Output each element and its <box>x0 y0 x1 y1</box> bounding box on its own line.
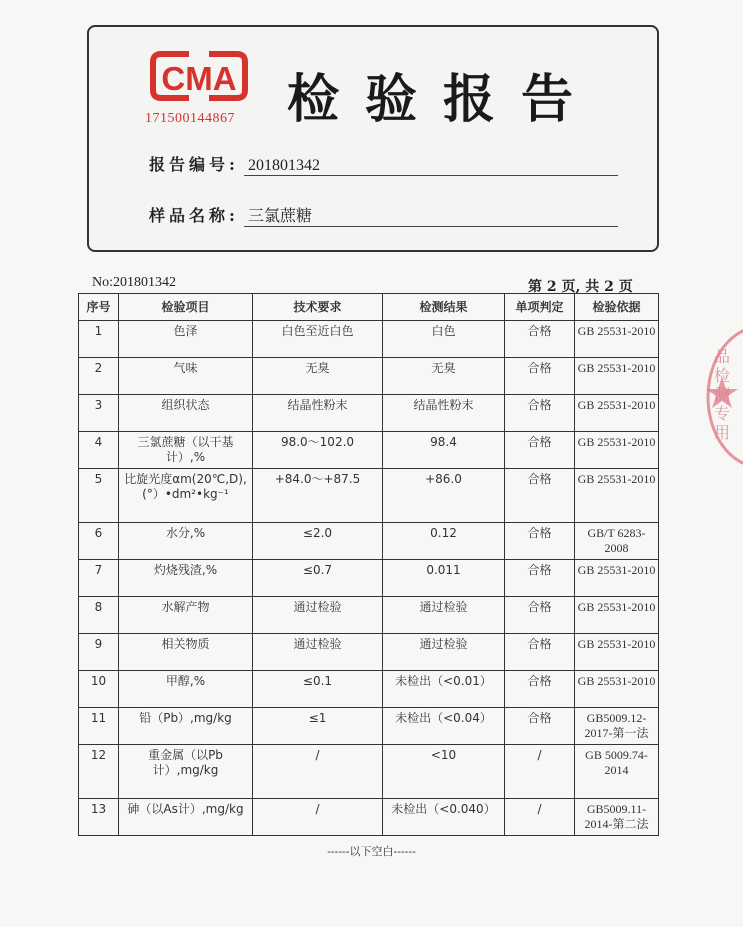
cell-requirement: +84.0～+87.5 <box>253 469 383 523</box>
cell-item: 甲醇,% <box>119 671 253 708</box>
cell-requirement: 无臭 <box>253 358 383 395</box>
cell-no: 13 <box>79 799 119 836</box>
cell-result: 0.12 <box>383 523 505 560</box>
cell-basis: GB 25531-2010 <box>575 321 659 358</box>
cell-no: 8 <box>79 597 119 634</box>
header-no: 序号 <box>79 294 119 321</box>
cell-requirement: / <box>253 799 383 836</box>
table-row <box>79 523 659 560</box>
page-indicator: 第 2 页, 共 2 页 <box>528 279 633 295</box>
header-result: 检测结果 <box>383 294 505 321</box>
cell-judgement: 合格 <box>505 321 575 358</box>
cell-requirement: 白色至近白色 <box>253 321 383 358</box>
cell-item: 色泽 <box>119 321 253 358</box>
cell-requirement: ≤0.7 <box>253 560 383 597</box>
cma-logo-icon <box>149 49 249 103</box>
cell-no: 12 <box>79 745 119 799</box>
cell-basis: GB 25531-2010 <box>575 671 659 708</box>
cell-judgement: / <box>505 745 575 799</box>
cell-no: 9 <box>79 634 119 671</box>
cell-item: 重金属（以Pb计）,mg/kg <box>119 745 253 799</box>
cell-result: 结晶性粉末 <box>383 395 505 432</box>
table-row <box>79 358 659 395</box>
sample-name-label: 样品名称: <box>149 206 239 225</box>
cell-judgement: 合格 <box>505 671 575 708</box>
blank-below-note: ------以下空白------ <box>327 845 416 858</box>
report-title: 检验报告 <box>287 69 600 130</box>
table-row <box>79 597 659 634</box>
report-header-box <box>87 25 659 252</box>
cell-basis: GB 25531-2010 <box>575 634 659 671</box>
cell-result: 未检出（<0.01） <box>383 671 505 708</box>
cell-requirement: 通过检验 <box>253 634 383 671</box>
table-row <box>79 321 659 358</box>
cell-no: 5 <box>79 469 119 523</box>
cell-judgement: 合格 <box>505 432 575 469</box>
cell-result: <10 <box>383 745 505 799</box>
cell-result: 通过检验 <box>383 597 505 634</box>
cell-item: 三氯蔗糖（以干基计）,% <box>119 432 253 469</box>
cell-requirement: / <box>253 745 383 799</box>
cell-basis: GB5009.12-2017-第一法 <box>575 708 659 745</box>
cell-requirement: ≤2.0 <box>253 523 383 560</box>
cell-result: 白色 <box>383 321 505 358</box>
table-row <box>79 432 659 469</box>
cell-requirement: ≤0.1 <box>253 671 383 708</box>
cell-no: 6 <box>79 523 119 560</box>
cell-item: 气味 <box>119 358 253 395</box>
cell-judgement: 合格 <box>505 395 575 432</box>
cell-item: 铅（Pb）,mg/kg <box>119 708 253 745</box>
report-no-value: 201801342 <box>244 157 618 176</box>
cell-item: 水解产物 <box>119 597 253 634</box>
table-row <box>79 799 659 836</box>
cell-judgement: 合格 <box>505 523 575 560</box>
cell-no: 3 <box>79 395 119 432</box>
cell-item: 灼烧残渣,% <box>119 560 253 597</box>
table-row <box>79 745 659 799</box>
table-row <box>79 634 659 671</box>
report-no-label: 报告编号: <box>149 155 239 174</box>
cell-result: 98.4 <box>383 432 505 469</box>
cell-no: 10 <box>79 671 119 708</box>
cell-judgement: 合格 <box>505 634 575 671</box>
header-basis: 检验依据 <box>575 294 659 321</box>
cell-no: 4 <box>79 432 119 469</box>
cell-no: 11 <box>79 708 119 745</box>
cma-logo-text: CMA <box>161 60 237 97</box>
header-requirement: 技术要求 <box>253 294 383 321</box>
cell-requirement: 结晶性粉末 <box>253 395 383 432</box>
cell-requirement: 98.0～102.0 <box>253 432 383 469</box>
cell-item: 比旋光度αm(20℃,D),(°）•dm²•kg⁻¹ <box>119 469 253 523</box>
table-row <box>79 671 659 708</box>
cell-item: 砷（以As计）,mg/kg <box>119 799 253 836</box>
table-row <box>79 469 659 523</box>
cell-basis: GB 25531-2010 <box>575 358 659 395</box>
report-number: No:201801342 <box>92 275 176 290</box>
cell-judgement: 合格 <box>505 469 575 523</box>
cell-item: 水分,% <box>119 523 253 560</box>
cma-number: 171500144867 <box>145 111 235 126</box>
cell-no: 2 <box>79 358 119 395</box>
cell-basis: GB 25531-2010 <box>575 560 659 597</box>
cell-judgement: 合格 <box>505 708 575 745</box>
cell-basis: GB 25531-2010 <box>575 597 659 634</box>
header-item: 检验项目 <box>119 294 253 321</box>
cell-result: 通过检验 <box>383 634 505 671</box>
cell-item: 组织状态 <box>119 395 253 432</box>
sample-name-row <box>149 203 618 227</box>
header-judgement: 单项判定 <box>505 294 575 321</box>
table-row <box>79 708 659 745</box>
table-row <box>79 395 659 432</box>
table-row <box>79 560 659 597</box>
inspection-stamp <box>700 322 743 472</box>
cell-judgement: / <box>505 799 575 836</box>
cell-requirement: 通过检验 <box>253 597 383 634</box>
cell-result: +86.0 <box>383 469 505 523</box>
cell-result: 0.011 <box>383 560 505 597</box>
cell-requirement: ≤1 <box>253 708 383 745</box>
cell-basis: GB 5009.74-2014 <box>575 745 659 799</box>
stamp-text: 品检测专用 <box>714 347 731 442</box>
cell-judgement: 合格 <box>505 597 575 634</box>
cell-basis: GB5009.11-2014-第二法 <box>575 799 659 836</box>
report-no-row <box>149 152 618 176</box>
cell-item: 相关物质 <box>119 634 253 671</box>
cell-result: 未检出（<0.040） <box>383 799 505 836</box>
cell-basis: GB 25531-2010 <box>575 432 659 469</box>
cell-judgement: 合格 <box>505 560 575 597</box>
cell-basis: GB 25531-2010 <box>575 469 659 523</box>
cell-basis: GB 25531-2010 <box>575 395 659 432</box>
cell-result: 未检出（<0.04） <box>383 708 505 745</box>
cell-no: 7 <box>79 560 119 597</box>
table-header-row <box>79 294 659 321</box>
cell-judgement: 合格 <box>505 358 575 395</box>
sample-name-value: 三氯蔗糖 <box>244 203 618 227</box>
results-table <box>78 293 659 836</box>
cell-result: 无臭 <box>383 358 505 395</box>
cell-basis: GB/T 6283-2008 <box>575 523 659 560</box>
cell-no: 1 <box>79 321 119 358</box>
